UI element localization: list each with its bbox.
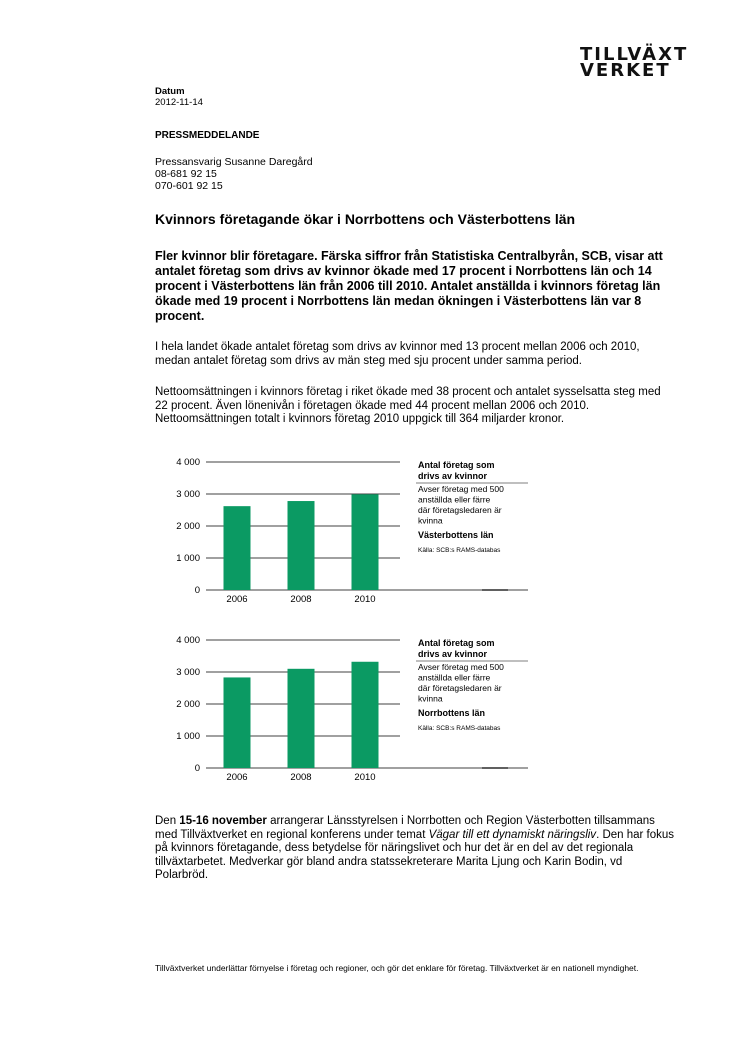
logo-line-1: TILLVÄXT <box>580 44 689 65</box>
x-tick-label: 2010 <box>354 594 376 605</box>
legend-title: drivs av kvinnor <box>418 471 488 481</box>
y-tick-label: 1 000 <box>176 553 200 564</box>
legend-title: Antal företag som <box>418 638 495 648</box>
y-tick-label: 2 000 <box>176 699 200 710</box>
legend-note: kvinna <box>418 693 443 704</box>
chart-source-label: Källa: SCB:s RAMS-databas <box>418 725 501 732</box>
bar-2010 <box>352 662 379 768</box>
y-tick-label: 0 <box>194 763 200 774</box>
chart-vasterbotten-svg <box>160 452 540 612</box>
y-tick-label: 0 <box>194 585 200 596</box>
legend-note: kvinna <box>418 515 443 526</box>
legend-note: där företagsledaren är <box>418 683 502 693</box>
y-tick-label: 1 000 <box>176 731 200 742</box>
x-tick-label: 2006 <box>226 772 248 783</box>
bar-2010 <box>352 494 379 590</box>
x-tick-label: 2010 <box>354 772 376 783</box>
press-contact: Pressansvarig Susanne Daregård <box>155 156 313 168</box>
y-tick-label: 4 000 <box>176 457 200 468</box>
x-tick-label: 2008 <box>290 772 312 783</box>
chart-norrbotten-svg <box>160 630 540 790</box>
legend-title: Antal företag som <box>418 460 495 470</box>
press-contact-block <box>155 156 313 192</box>
paragraph-2: Nettoomsättningen i kvinnors företag i riket ökade med 38 procent och antalet sysselsatta steg med 22 procent. Även lönenivån i företagen ökade med 44 procent mellan 2006 och 2010. Nettoomsättningen totalt i kvinnors företag 2010 uppgick till 364 miljarder kronor. <box>155 386 661 425</box>
legend-note: Avser företag med 500 <box>418 662 504 672</box>
paragraph-3-part-1: Den <box>155 815 180 827</box>
legend-note: där företagsledaren är <box>418 505 502 515</box>
press-phone-1: 08-681 92 15 <box>155 168 217 180</box>
legend-note: anställda eller färre <box>418 672 491 683</box>
date-block <box>155 86 203 108</box>
tillvaxtverket-logo <box>580 44 689 81</box>
paragraph-3 <box>155 815 675 883</box>
bar-2006 <box>224 677 251 768</box>
chart-region-label: Norrbottens län <box>418 708 486 718</box>
chart-source-label: Källa: SCB:s RAMS-databas <box>418 547 501 554</box>
date-label: Datum <box>155 86 185 97</box>
legend-note: Avser företag med 500 <box>418 484 504 494</box>
bar-2006 <box>224 506 251 590</box>
y-tick-label: 4 000 <box>176 635 200 646</box>
chart-region-label: Västerbottens län <box>418 530 494 540</box>
logo-line-2: VERKET <box>580 60 671 81</box>
y-tick-label: 3 000 <box>176 489 200 500</box>
lead-paragraph: Fler kvinnor blir företagare. Färska siffror från Statistiska Centralbyrån, SCB, visar att antalet företag som drivs av kvinnor ökade med 17 procent i Norrbottens län och 14 procent i Västerbottens län från 2006 till 2010. Antalet anställda i kvinnors företag län ökade med 19 procent i Norrbottens län medan ökningen i Västerbottens län var 8 procent. <box>155 249 663 323</box>
paragraph-3-theme: Vägar till ett dynamiskt näringsliv <box>428 828 597 841</box>
paragraph-3-part-3: . Den har fokus på kvinnors företagande, dess betydelse för näringslivet och hur det är en del av det regionala tillväxtarbetet. Medverkar gör bland andra statssekreterare Marita Ljung och Karin Bodin, vd Polarbröd. <box>155 828 675 881</box>
chart-vasterbotten <box>160 452 540 612</box>
paragraph-1: I hela landet ökade antalet företag som drivs av kvinnor med 13 procent mellan 2006 och 2010, medan antalet företag som drivs av män steg med sju procent under samma period. <box>155 341 640 367</box>
press-phone-2: 070-601 92 15 <box>155 180 223 192</box>
legend-note: anställda eller färre <box>418 494 491 505</box>
x-tick-label: 2008 <box>290 594 312 605</box>
headline: Kvinnors företagande ökar i Norrbottens och Västerbottens län <box>155 211 576 227</box>
paragraph-3-part-2: arrangerar Länsstyrelsen i Norrbotten och Region Västerbotten tillsammans med Tillväxtverket en regional konferens under temat <box>155 815 655 841</box>
chart-norrbotten <box>160 630 540 790</box>
legend-title: drivs av kvinnor <box>418 649 488 659</box>
bar-2008 <box>288 501 315 590</box>
y-tick-label: 3 000 <box>176 667 200 678</box>
x-tick-label: 2006 <box>226 594 248 605</box>
footer-text: Tillväxtverket underlättar förnyelse i företag och regioner, och gör det enklare för företag. Tillväxtverket är en nationell myndighet. <box>155 963 639 973</box>
y-tick-label: 2 000 <box>176 521 200 532</box>
date-value: 2012-11-14 <box>155 97 203 108</box>
paragraph-3-dates: 15-16 november <box>179 815 267 827</box>
bar-2008 <box>288 669 315 768</box>
press-release-title: PRESSMEDDELANDE <box>155 130 260 141</box>
